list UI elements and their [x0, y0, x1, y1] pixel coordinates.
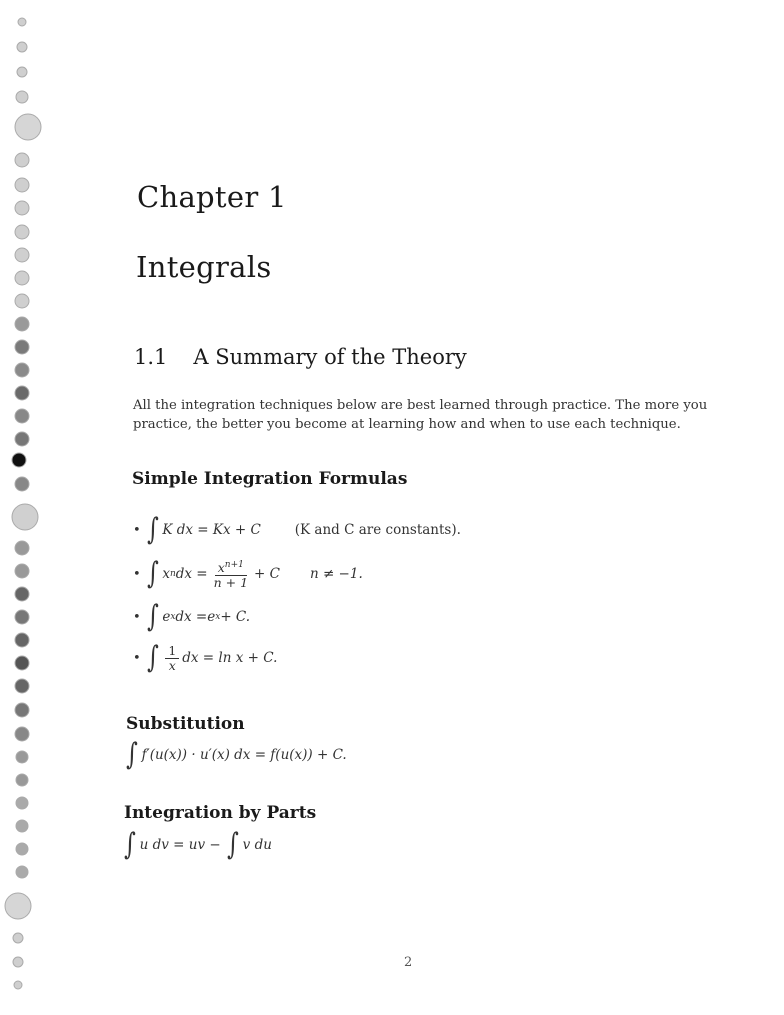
- spiral-binding: [0, 0, 60, 1015]
- integral-sign: ∫: [125, 737, 138, 772]
- formula-lhs: K dx: [162, 522, 193, 538]
- formula-rhs-base: e: [207, 609, 216, 625]
- integral-sign: ∫: [123, 827, 136, 862]
- formula-lhs-exponent: x: [170, 612, 176, 622]
- integral-sign: ∫: [146, 640, 159, 675]
- formula-rhs: = Kx + C: [197, 522, 261, 538]
- section-title: A Summary of the Theory: [193, 345, 467, 369]
- formula-rhs-exponent: x: [215, 612, 221, 622]
- formula-lhs-rest: dx =: [175, 609, 208, 625]
- integral-sign: ∫: [146, 556, 159, 592]
- fraction-numerator: $x^{n+1}$: [215, 558, 247, 576]
- parts-heading: Integration by Parts: [124, 803, 317, 823]
- parts-formula: [122, 827, 272, 862]
- fraction-denominator: x: [168, 657, 176, 673]
- bullet: •: [133, 522, 141, 538]
- substitution-formula: [124, 737, 347, 772]
- parts-rhs: v du: [242, 837, 272, 853]
- chapter-label: Chapter 1: [137, 180, 287, 214]
- page-number: 2: [404, 955, 413, 970]
- fraction: [211, 558, 251, 590]
- formula-lhs-rest: dx =: [175, 566, 208, 583]
- formula-note: (K and C are constants).: [294, 522, 461, 538]
- section-number: 1.1: [134, 345, 168, 369]
- simple-formulas-heading: Simple Integration Formulas: [132, 469, 408, 489]
- substitution-heading: Substitution: [126, 714, 245, 734]
- formula-rhs: dx = ln x + C.: [182, 650, 278, 666]
- formula-rhs: + C: [254, 566, 280, 583]
- bullet: •: [133, 650, 141, 666]
- formula-note: n ≠ −1.: [309, 566, 363, 583]
- fraction-numerator: 1: [165, 644, 179, 659]
- substitution-expression: f′(u(x)) · u′(x) dx = f(u(x)) + C.: [141, 747, 347, 763]
- integral-sign: ∫: [226, 827, 239, 862]
- formula-rhs-rest: + C.: [220, 609, 251, 625]
- section-heading: [134, 345, 467, 369]
- formula-exponential: [133, 599, 251, 634]
- formula-log: [133, 640, 278, 675]
- formula-power-rule: [133, 558, 363, 590]
- intro-paragraph: All the integration techniques below are best learned through practice. The more you practice, the better you become at learning how and when to use each technique.: [133, 398, 708, 432]
- chapter-title: Integrals: [136, 250, 272, 284]
- integral-sign: ∫: [146, 512, 159, 547]
- fraction: [165, 644, 179, 673]
- parts-lhs: u dv = uv −: [139, 837, 221, 853]
- formula-constant: [133, 512, 461, 547]
- formula-lhs-exponent: n: [169, 569, 176, 580]
- formula-lhs-base: x: [162, 566, 170, 583]
- formula-lhs-base: e: [162, 609, 171, 625]
- fraction-denominator: n + 1: [213, 575, 249, 591]
- bullet: •: [133, 566, 141, 582]
- bullet: •: [133, 609, 141, 625]
- integral-sign: ∫: [146, 599, 159, 634]
